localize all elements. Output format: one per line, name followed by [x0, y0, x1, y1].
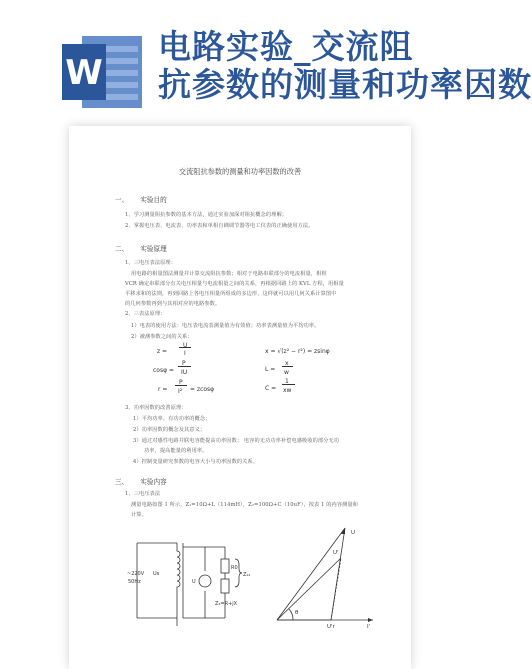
- section-3: [115, 476, 167, 486]
- formula-l-bar: [282, 366, 293, 367]
- banner: [0, 0, 532, 120]
- circuit-diagram: [125, 523, 255, 633]
- u-label: U: [192, 579, 196, 585]
- formula-z-bar: [179, 347, 191, 348]
- formula-cos-num: P: [182, 360, 186, 367]
- section-1-num: 一、: [115, 196, 129, 204]
- formula-c-den: xw: [283, 387, 292, 394]
- source-frequency-label: 50Hz: [128, 579, 141, 585]
- word-letter: W: [65, 53, 103, 93]
- section-1: [115, 194, 167, 204]
- principle-line-6: 2、三表法原理：: [125, 311, 166, 317]
- pf-line-3: 2）功率因数的概念及其意义；: [133, 427, 206, 433]
- pf-line-6: 4）控制变量研究参数的电容大小与功率因数的关系。: [133, 459, 259, 465]
- section-3-num: 三、: [115, 478, 129, 486]
- formula-l-den: w: [284, 369, 289, 376]
- principle-line-3: VCR 确定串联部分有关电压相量与电流相量之间的关系，再根据回路上的 KVL 方程，用相量: [125, 281, 344, 287]
- formula-r-rhs: = zcosφ: [190, 386, 215, 393]
- phasor-u-label: U: [351, 530, 356, 536]
- banner-title-line1: 电路实验_交流阻: [158, 27, 414, 66]
- principle-line-8: 2）被测参数之间的关系：: [131, 334, 193, 340]
- phasor-i-label: I': [367, 624, 371, 630]
- banner-title-line2: 抗参数的测量和功率因数: [158, 65, 532, 104]
- formula-l-lhs: L =: [265, 366, 276, 373]
- formula-cos-den: IU: [181, 369, 188, 376]
- pf-line-2: 1）平均功率、有功功率的概念；: [133, 416, 211, 422]
- section-3-heading: 实验内容: [140, 478, 167, 486]
- phasor-theta-label: θ: [295, 610, 299, 616]
- formula-z-den: I: [184, 350, 186, 357]
- purpose-line-1: 1、学习测量阻抗参数的基本方法，通过实验加深对阻抗概念的理解；: [125, 212, 288, 218]
- formula-r-bar: [175, 385, 187, 386]
- z3-label: Z₃=R+jX: [215, 601, 238, 607]
- formula-cos-lhs: cosφ =: [153, 367, 174, 374]
- formula-z-num: U: [183, 342, 188, 349]
- pf-line-5: 功率，提高能量的利用率。: [144, 448, 208, 454]
- document-page: [69, 126, 411, 669]
- principle-line-7: 1）电表的使用方法：电压表电流表测量值为有效值；功率表测量值为平均功率。: [131, 323, 320, 329]
- section-2-heading: 实验原理: [140, 245, 167, 253]
- voltmeter-icon: [199, 575, 211, 587]
- section-1-heading: 实验目的: [140, 196, 167, 204]
- word-doc-icon: [62, 36, 148, 108]
- formula-c-bar: [282, 384, 295, 385]
- purpose-line-2: 2、掌握电压表、电流表、功率表和单相自耦调节器等电工仪表的正确使用方法。: [125, 223, 314, 229]
- formula-z-lhs: z =: [157, 348, 168, 355]
- formula-r-num: P: [179, 379, 183, 386]
- phasor-diagram: [269, 512, 379, 632]
- principle-line-2: 用电路的相量图法测量并计算交流阻抗参数；相对于电路串联部分的电流相量，相相: [131, 271, 327, 277]
- formula-r-den: I²: [178, 388, 183, 395]
- z12-label: Z₁₂: [243, 572, 251, 578]
- r0-label: R0: [231, 565, 238, 571]
- formula-c-lhs: C =: [265, 385, 277, 392]
- principle-line-1: 1、三电压表法原理：: [125, 260, 176, 266]
- content-line-1: 1、三电压表法: [125, 491, 161, 497]
- principle-line-5: 的几何参数再到与其相对应的电路参数。: [125, 301, 221, 307]
- formula-l-num: x: [285, 360, 289, 367]
- formula-r-lhs: r =: [158, 386, 168, 393]
- document-content: [69, 126, 411, 669]
- banner-title: [158, 27, 532, 104]
- phasor-ur-label: U'r: [327, 624, 335, 630]
- source-voltage-label: ~220V: [127, 571, 145, 577]
- section-2: [115, 243, 167, 253]
- us-label: Us: [153, 571, 160, 577]
- content-line-3: 计算。: [131, 512, 147, 518]
- pf-line-1: 3、功率因数的改善原理：: [125, 405, 187, 411]
- formula-c-num: 1: [285, 378, 289, 385]
- principle-line-4: 平移求和的法则，再到回路上各电压相量所组成的多边形，这样就可以用几何关系计算图中: [125, 291, 337, 297]
- content-line-2: 测量电路如图 1 所示，Z₁=10Ω+L（114mH），Z₂=100Ω+C（10uF），按表 1 的内容测量和: [131, 502, 358, 508]
- pf-line-4: 3）通过对感性电路并联电容能提高功率因数； 电容的无功功率补偿电感吸收的部分无功: [133, 438, 340, 444]
- formula-cos-bar: [178, 366, 191, 367]
- doc-title: 交流阻抗参数的测量和功率因数的改善: [178, 167, 302, 176]
- section-2-num: 二、: [115, 245, 129, 253]
- phasor-u1-label: U': [333, 550, 339, 556]
- formula-x: x = √(z² − r²) = zsinφ: [265, 348, 330, 355]
